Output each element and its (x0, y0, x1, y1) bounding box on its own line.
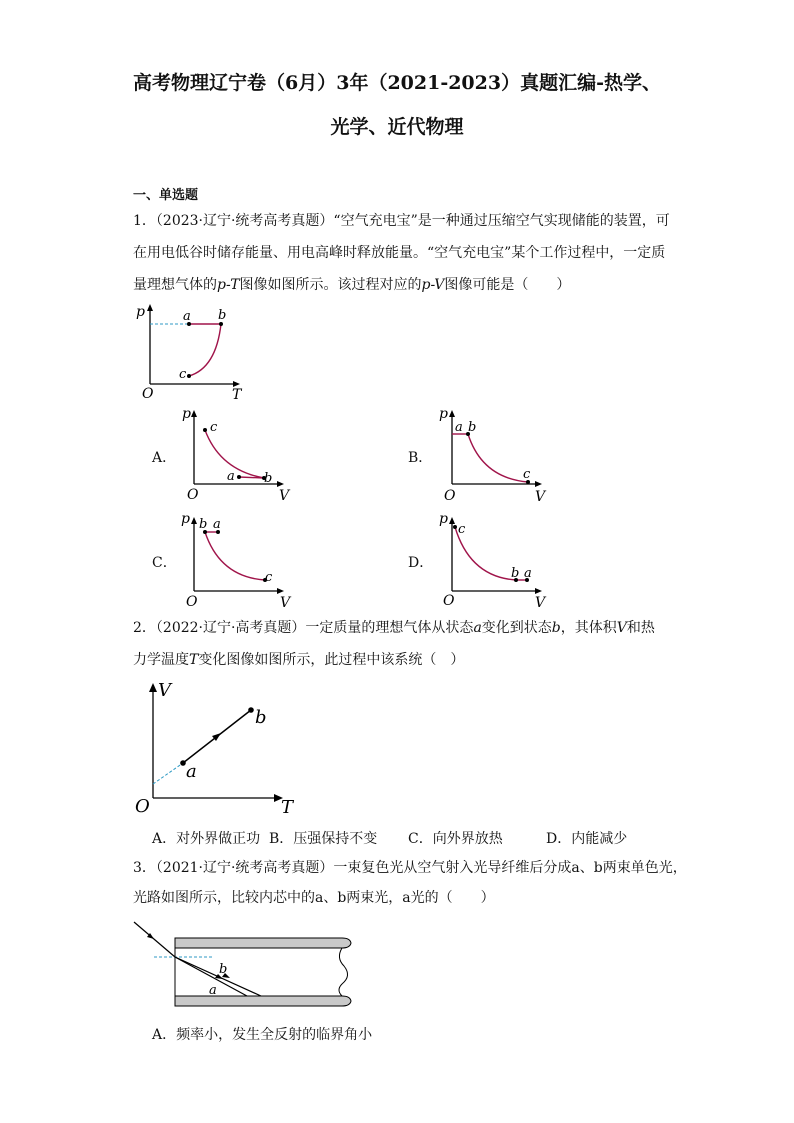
q1-a-c-label: c (210, 420, 218, 435)
q1-option-a-graph (172, 402, 297, 504)
q1-c-p-label: p (181, 511, 190, 527)
q1-a-p-label: p (182, 406, 191, 422)
q2-line1-part-d: 和热 (626, 620, 655, 636)
q1-d-v-label: V (535, 595, 546, 611)
q1-c-b-label: b (199, 517, 208, 532)
q1-c-v-label: V (280, 595, 291, 611)
q1-c-a-label: a (213, 517, 221, 532)
q1-b-b-label: b (468, 420, 477, 435)
q2-b-label: b (255, 707, 267, 728)
q2-var-t: T (189, 652, 199, 668)
q1-line3 (133, 277, 570, 293)
q1-pt-figure (128, 300, 258, 404)
q1-option-b-graph (430, 402, 555, 504)
q2-line1-part-c: ，其体积 (560, 620, 617, 636)
q1-d-o-label: O (443, 593, 455, 609)
q2-var-b: b (551, 620, 561, 636)
q3-line2: 光路如图所示，比较内芯中的a、b两束光，a光的（ ） (133, 890, 495, 906)
q2-t-axis-label: T (281, 797, 294, 816)
q2-vt-figure (128, 676, 303, 816)
q1-pv-var: p-V (421, 277, 445, 293)
q1-b-c-label: c (523, 467, 531, 482)
q1-a-b-label: b (264, 471, 273, 486)
q2-option-a: A．对外界做正功 (152, 831, 261, 847)
q1-c-o-label: O (186, 594, 198, 610)
q2-var-v: V (616, 620, 627, 636)
q3-option-a: A．频率小，发生全反射的临界角小 (152, 1027, 373, 1043)
section-heading: 一、单选题 (133, 188, 199, 203)
q1-pt-c-label: c (179, 367, 187, 382)
q1-c-c-label: c (265, 570, 273, 585)
q2-line2-part-a: 力学温度 (133, 652, 189, 668)
q2-line1 (133, 620, 655, 636)
q2-line2-part-b: 变化图像如图所示，此过程中该系统（ ） (198, 652, 465, 668)
q1-line3-part-a: 量理想气体的 (133, 277, 217, 293)
q1-line3-part-b: 图像如图所示。该过程对应的 (239, 277, 422, 293)
q1-d-b-label: b (511, 566, 520, 581)
q1-pt-b-label: b (218, 308, 227, 323)
q2-option-c: C．向外界放热 (408, 831, 503, 847)
q1-option-c-label: C． (152, 555, 177, 571)
q1-pt-a-label: a (183, 309, 191, 324)
q2-var-a: a (473, 620, 482, 636)
q1-b-v-label: V (535, 489, 546, 504)
q1-a-o-label: O (187, 487, 199, 503)
q2-line2 (133, 652, 464, 668)
q1-a-v-label: V (279, 488, 290, 504)
q1-option-b-label: B． (408, 450, 433, 466)
q2-v-axis-label: V (158, 680, 171, 701)
q3-a-label: a (209, 983, 217, 998)
q1-line2: 在用电低谷时储存能量、用电高峰时释放能量。“空气充电宝”某个工作过程中，一定质 (133, 245, 666, 261)
q1-b-a-label: a (455, 420, 463, 435)
q2-line1-part-a: 2．（2022·辽宁·高考真题）一定质量的理想气体从状态 (133, 620, 474, 636)
q1-b-o-label: O (444, 488, 456, 504)
q1-b-p-label: p (439, 406, 448, 422)
q1-option-d-label: D． (408, 555, 434, 571)
q1-d-p-label: p (439, 511, 448, 527)
q2-a-label: a (186, 761, 197, 782)
q1-d-c-label: c (458, 522, 466, 537)
q1-option-a-label: A． (152, 450, 177, 466)
q3-fiber-figure (132, 916, 362, 1014)
q3-line1: 3．（2021·辽宁·统考高考真题）一束复色光从空气射入光导纤维后分成a、b两束单色光， (133, 860, 687, 876)
q2-option-d: D．内能减少 (546, 831, 628, 847)
q1-pt-p-label: p (136, 304, 145, 320)
q1-option-d-graph (430, 507, 555, 611)
q1-pt-t-label: T (232, 387, 242, 403)
page-title-line1: 高考物理辽宁卷（6月）3年（2021-2023）真题汇编-热学、 (133, 72, 661, 94)
q1-d-a-label: a (524, 566, 532, 581)
q1-a-a-label: a (227, 469, 235, 484)
q1-line3-part-c: 图像可能是（ ） (444, 277, 571, 293)
q2-option-b: B．压强保持不变 (269, 831, 378, 847)
q1-line1: 1．（2023·辽宁·统考高考真题）“空气充电宝”是一种通过压缩空气实现储能的装置，可 (133, 213, 670, 229)
q2-line1-part-b: 变化到状态 (481, 620, 552, 636)
q1-option-c-graph (172, 507, 297, 611)
q1-pt-o-label: O (142, 386, 154, 402)
q3-b-label: b (219, 962, 228, 977)
q2-o-label: O (135, 796, 150, 816)
page-title-line2: 光学、近代物理 (330, 116, 464, 138)
q1-pt-var: p-T (217, 277, 240, 293)
